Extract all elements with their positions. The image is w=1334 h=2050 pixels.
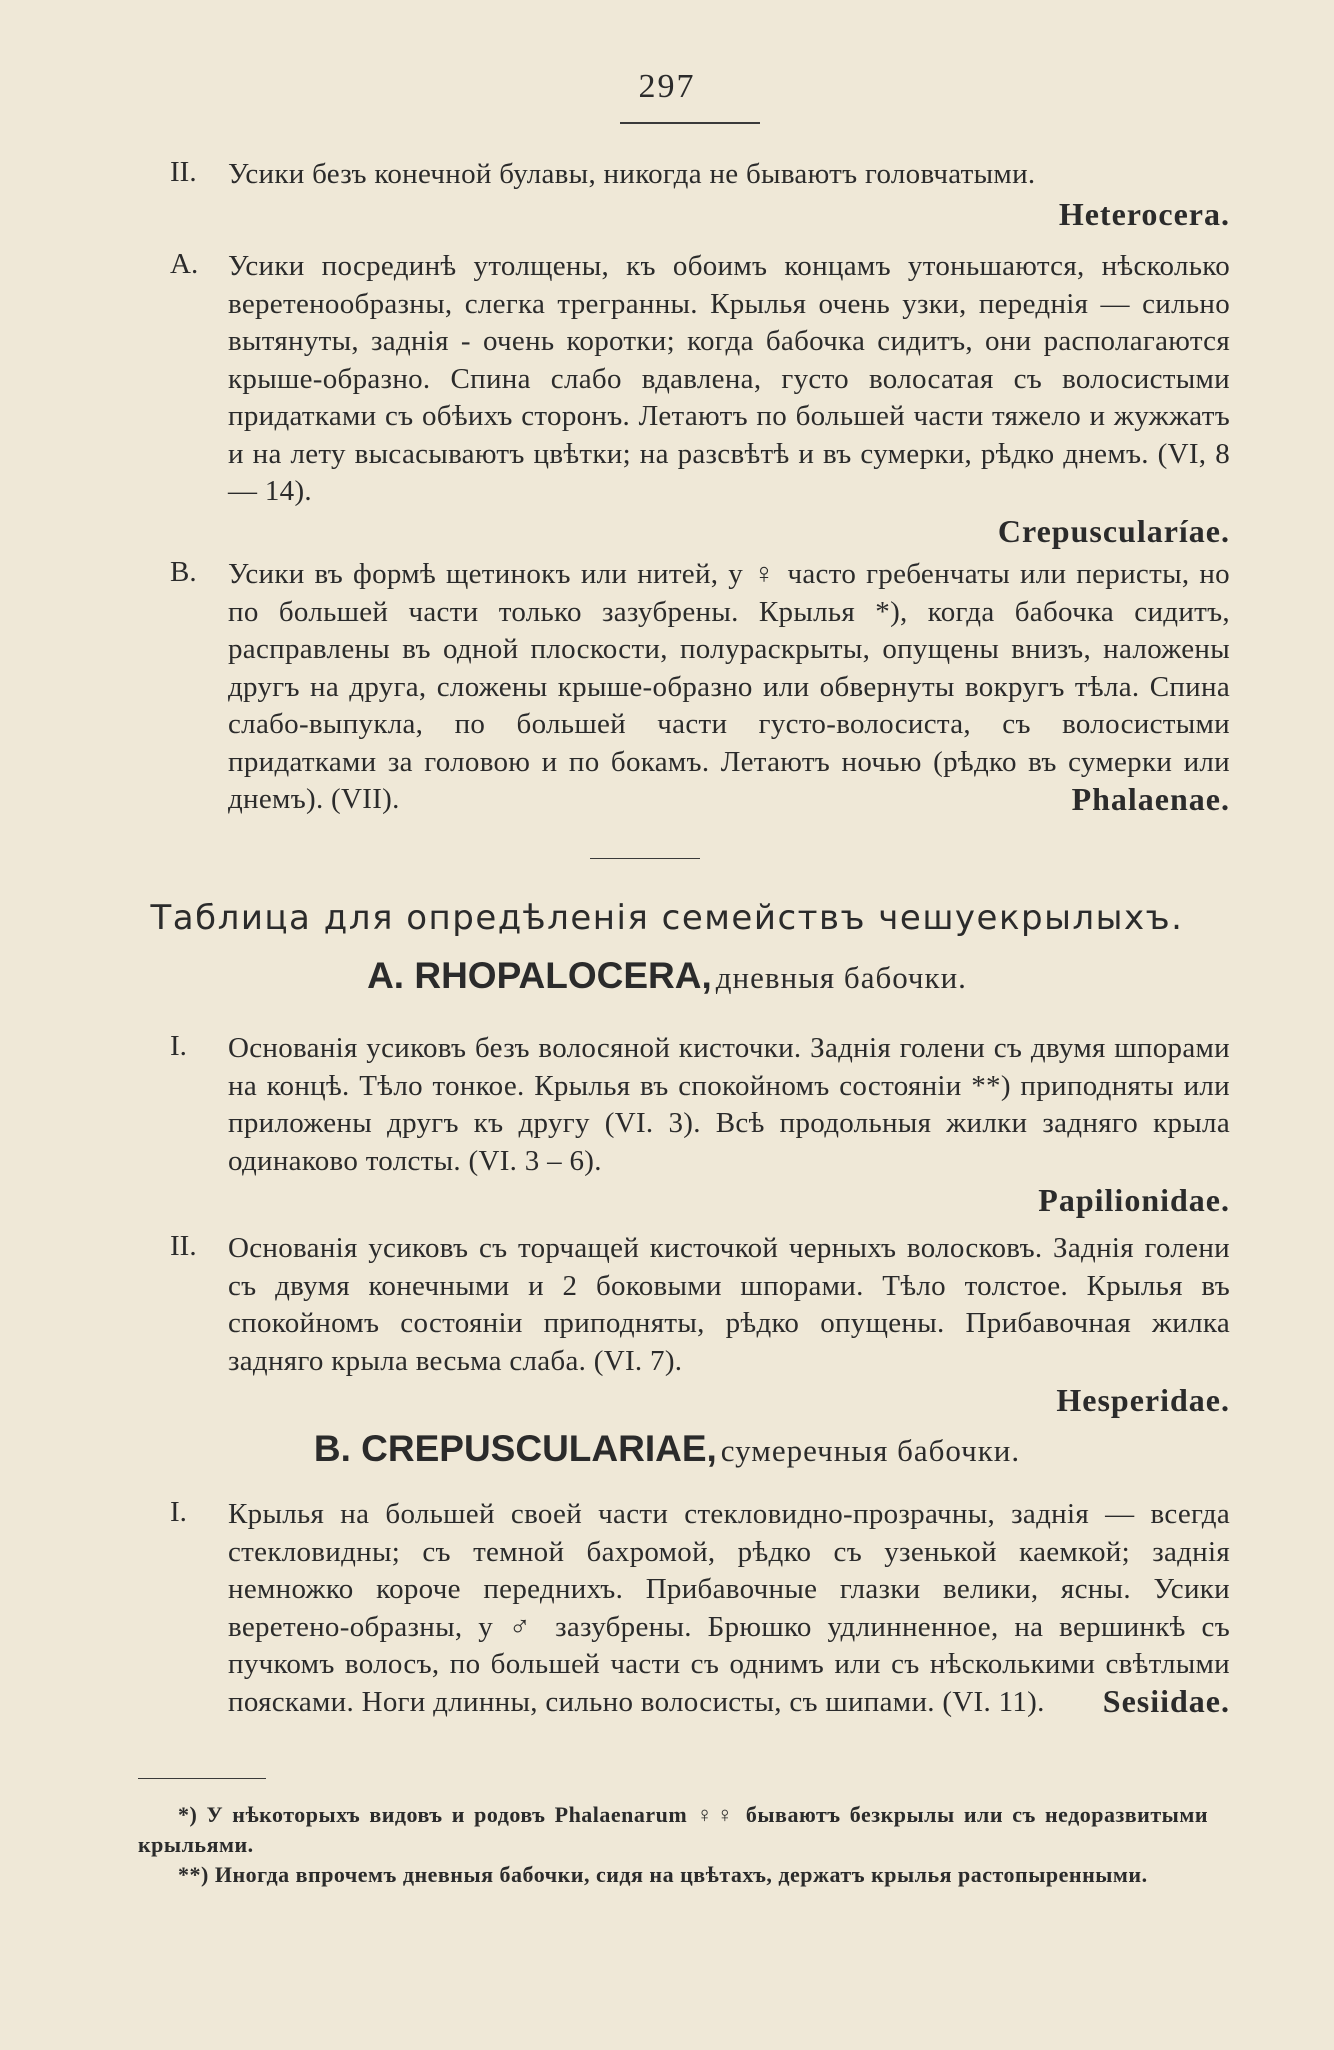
key-entry-A: [170, 248, 1230, 551]
taxon-name: Phalaenae.: [1071, 780, 1230, 817]
footnote-1: *) У нѣкоторыхъ видовъ и родовъ Phalaenarum ♀♀ бываютъ безкрылы или съ недоразвитыми крыльями.: [138, 1802, 1208, 1857]
key-entry-A-II: [170, 1230, 1230, 1420]
section-common-name: дневныя бабочки.: [715, 960, 967, 995]
taxon-name: Sesiidae.: [1102, 1683, 1230, 1719]
key-entry-B-I: [170, 1496, 1230, 1721]
key-entry-B: [170, 556, 1230, 819]
section-common-name: сумеречныя бабочки.: [720, 1433, 1021, 1468]
entry-text: Основанія усиковъ безъ волосяной кисточки. Заднія голени съ двумя шпорами на концѣ. Тѣло тонкое. Крылья въ спокойномъ состояніи **) приподняты или приложены другъ къ другу (VI. 3). Всѣ продольныя жилки задняго крыла одинаково толсты. (VI. 3 – 6).: [228, 1032, 1230, 1177]
entry-marker: II.: [170, 156, 197, 188]
section-heading-A: [0, 955, 1334, 997]
section-divider: [590, 858, 700, 859]
page-number-rule: [620, 122, 760, 124]
entry-text: Крылья на большей своей части стекловидно-прозрачны, заднія — всегда стекловидны; съ темной бахромой, рѣдко съ узенькой каемкой; заднія немножко короче переднихъ. Прибавочные глазки велики, ясны. Усики веретено-образны, у ♂ зазубрены. Брюшко удлинненное, на вершинкѣ съ пучкомъ волосъ, по большей части съ однимъ или съ нѣсколькими свѣтлыми поясками. Ноги длинны, сильно волосисты, съ шипами. (VI. 11).: [228, 1498, 1230, 1718]
entry-marker: A.: [170, 248, 199, 280]
key-entry-II: [170, 156, 1230, 234]
taxon-name: Hesperidae.: [1056, 1382, 1230, 1418]
section-latin-name: A. RHOPALOCERA,: [367, 955, 712, 996]
entry-marker: I.: [170, 1030, 187, 1062]
entry-marker: I.: [170, 1496, 187, 1528]
entry-text: Усики въ формѣ щетинокъ или нитей, у ♀ часто гребенчаты или перисты, но по большей части только зазубрены. Крылья *), когда бабочка сидитъ, расправлены въ одной плоскости, полураскрыты, опущены внизъ, наложены другъ на друга, сложены крыше-образно или обвернуты вокругъ тѣла. Спина слабо-выпукла, по большей части густо-волосиста, съ волосистыми придатками за головою и по бокамъ. Летаютъ ночью (рѣдко въ сумерки или днемъ). (VII).: [228, 558, 1230, 815]
table-title: Таблица для опредѣленія семействъ чешуекрылыхъ.: [150, 898, 1184, 938]
footnote-rule: [138, 1778, 266, 1779]
footnote-2: **) Иногда впрочемъ дневныя бабочки, сидя на цвѣтахъ, держатъ крылья растопыренными.: [178, 1862, 1148, 1887]
entry-marker: B.: [170, 556, 197, 588]
taxon-name: Heterocera.: [1058, 195, 1230, 232]
entry-text: Основанія усиковъ съ торчащей кисточкой черныхъ волосковъ. Заднія голени съ двумя конечными и 2 боковыми шпорами. Тѣло толстое. Крылья въ спокойномъ состояніи приподняты, рѣдко опущены. Прибавочная жилка задняго крыла весьма слаба. (VI. 7).: [228, 1232, 1230, 1377]
taxon-name: Papilionidae.: [1038, 1182, 1230, 1218]
key-entry-A-I: [170, 1030, 1230, 1220]
entry-text: Усики посрединѣ утолщены, къ обоимъ концамъ утоньшаются, нѣсколько веретенообразны, слегка трегранны. Крылья очень узки, переднія — сильно вытянуты, заднія - очень коротки; когда бабочка сидитъ, они располагаются крыше-образно. Спина слабо вдавлена, густо волосатая съ волосистыми придатками съ обѣихъ сторонъ. Летаютъ по большей части тяжело и жужжатъ и на лету высасываютъ цвѣтки; на разсвѣтѣ и въ сумерки, рѣдко днемъ. (VI, 8 — 14).: [228, 250, 1230, 507]
page-number: 297: [638, 68, 696, 105]
entry-text: Усики безъ конечной булавы, никогда не бываютъ головчатыми.: [228, 158, 1036, 190]
entry-marker: II.: [170, 1230, 197, 1262]
section-heading-B: [0, 1428, 1334, 1470]
section-latin-name: B. CREPUSCULARIAE,: [313, 1428, 717, 1469]
footnotes: [138, 1800, 1208, 1890]
taxon-name: Crepuscularíae.: [997, 512, 1230, 549]
